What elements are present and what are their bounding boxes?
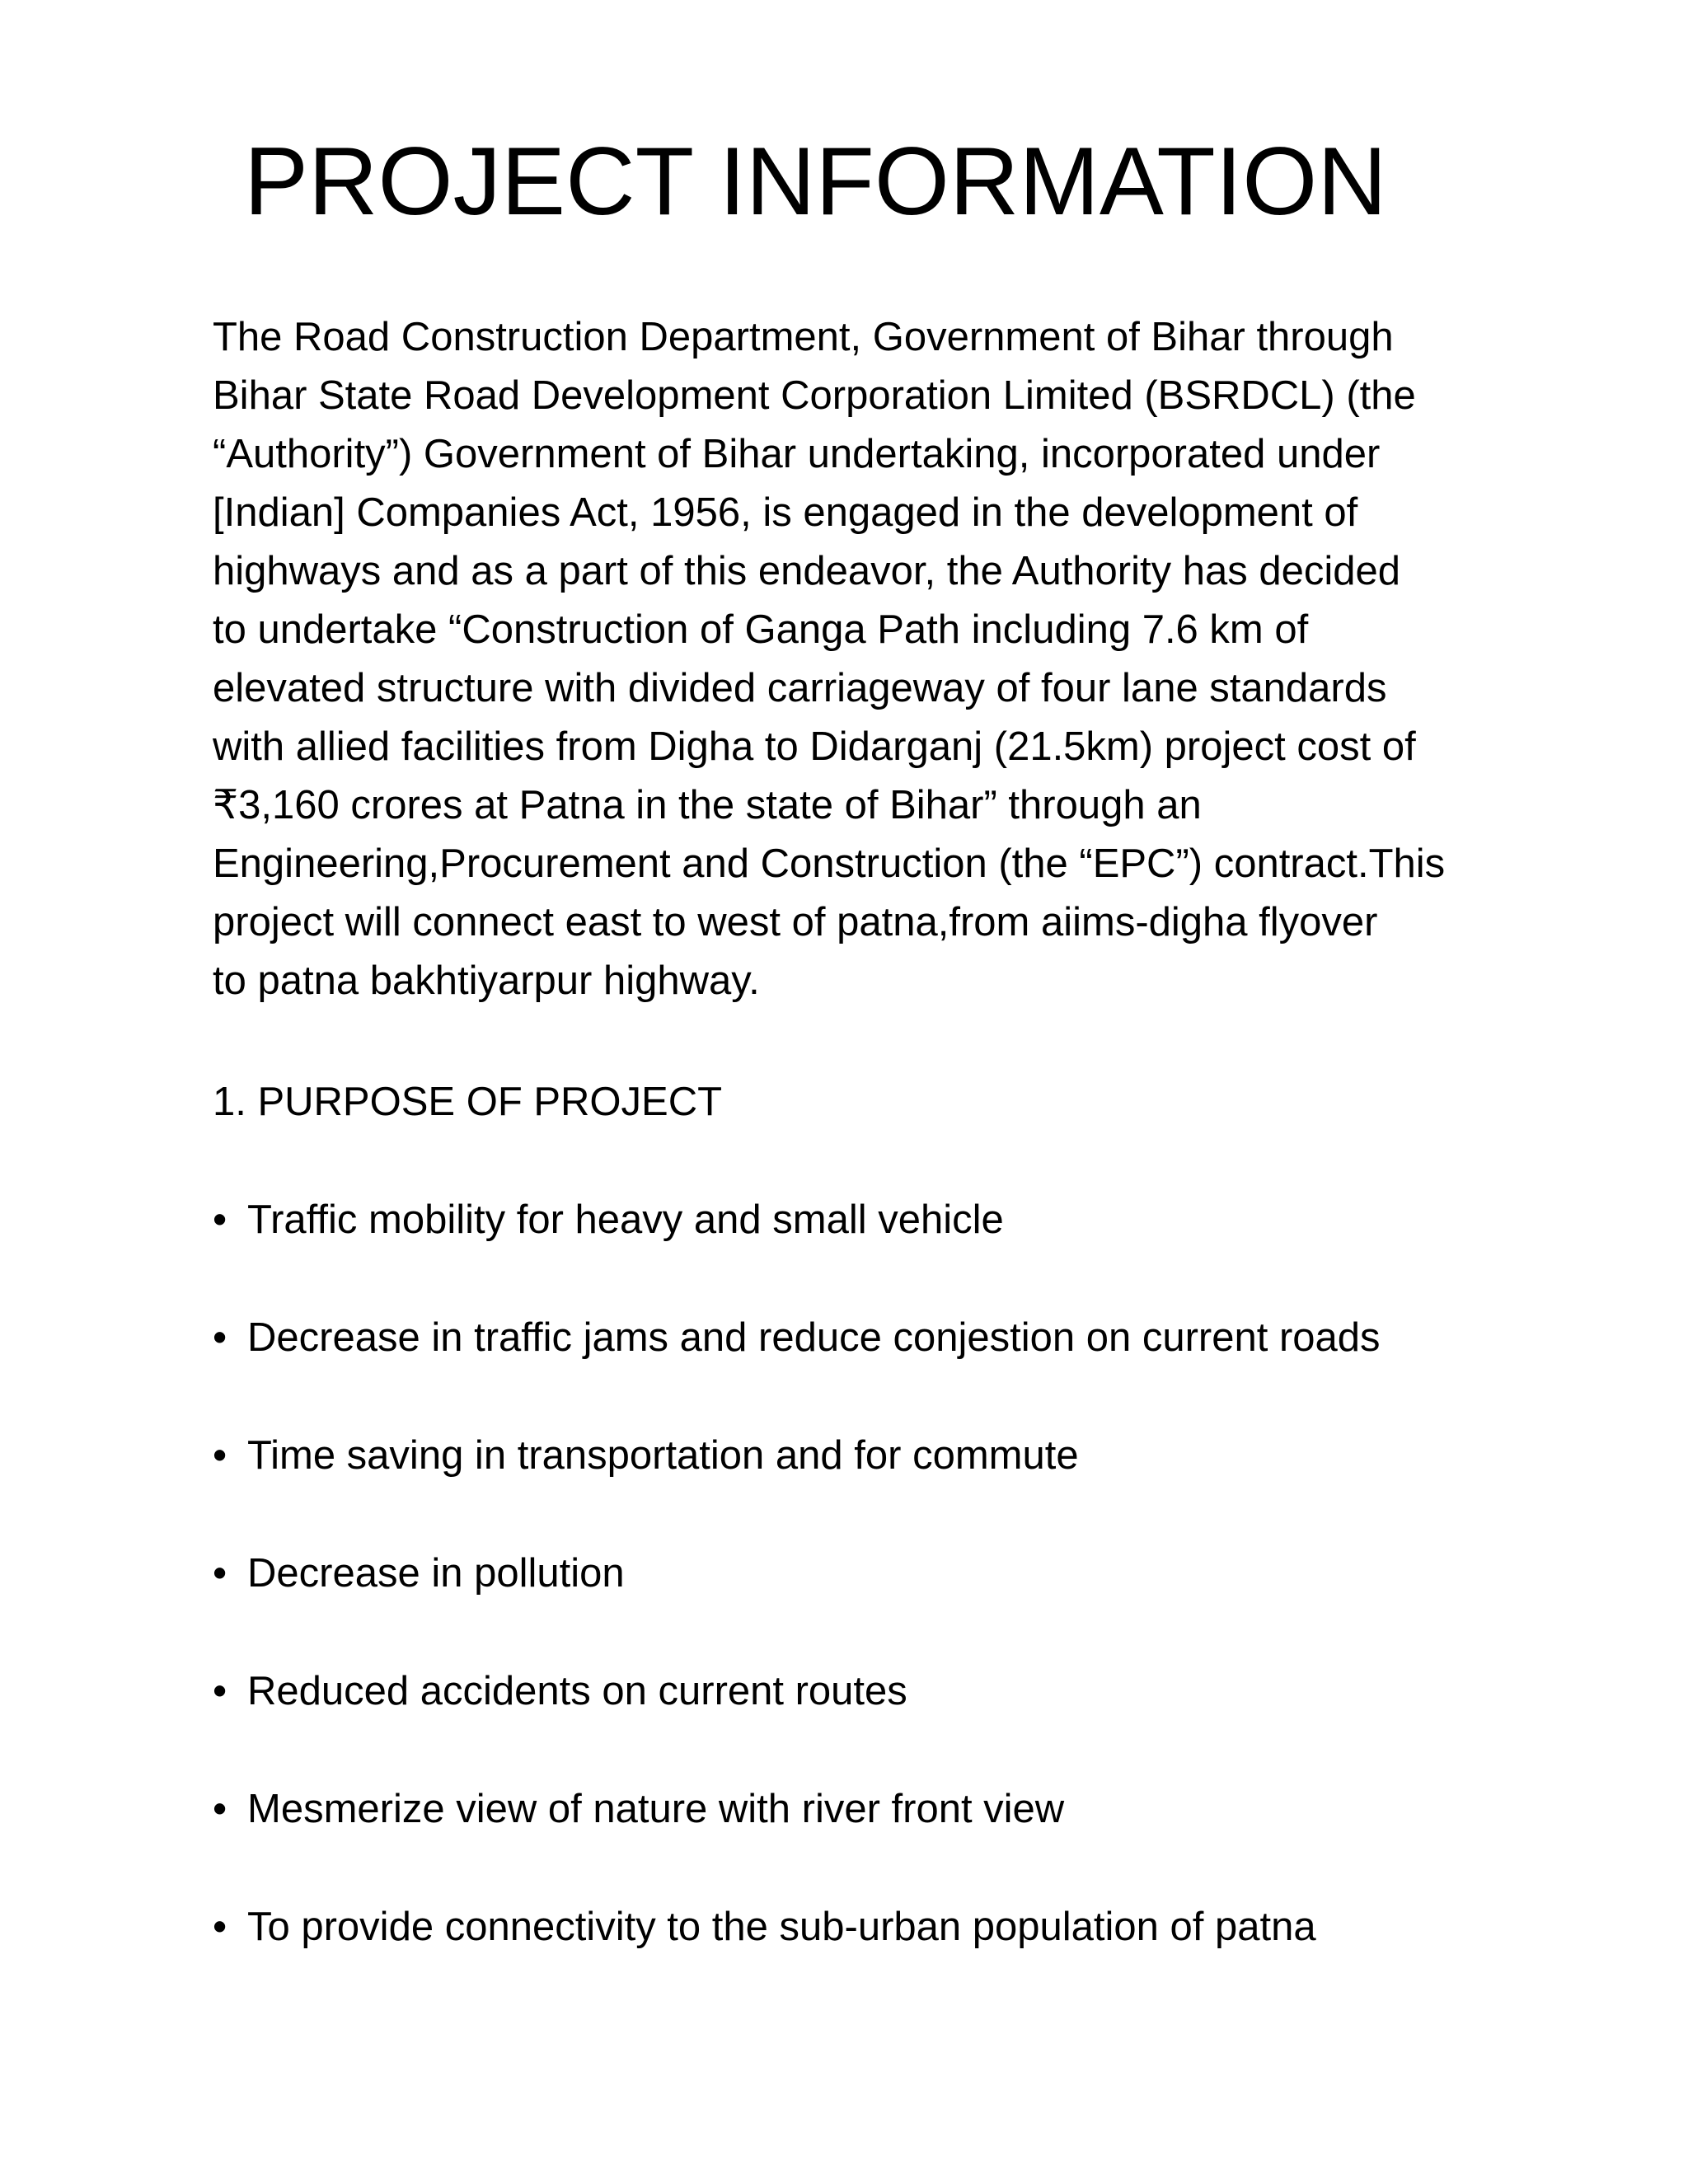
section-heading-purpose: 1. PURPOSE OF PROJECT bbox=[213, 1080, 723, 1124]
intro-line: [Indian] Companies Act, 1956, is engaged in the development of bbox=[213, 490, 1358, 535]
bullet-icon: • bbox=[213, 1433, 227, 1478]
list-item-text: Mesmerize view of nature with river front view bbox=[247, 1787, 1065, 1831]
purpose-list bbox=[213, 1191, 1381, 2016]
list-item-text: Decrease in pollution bbox=[247, 1551, 625, 1596]
bullet-icon: • bbox=[213, 1905, 227, 1949]
list-item bbox=[213, 1309, 1381, 1427]
intro-line: The Road Construction Department, Government of Bihar through bbox=[213, 315, 1394, 359]
intro-line: ₹3,160 crores at Patna in the state of Bihar” through an bbox=[213, 783, 1202, 827]
list-item-text: Traffic mobility for heavy and small vehicle bbox=[247, 1197, 1004, 1242]
list-item bbox=[213, 1544, 1381, 1662]
list-item-text: Decrease in traffic jams and reduce conjestion on current roads bbox=[247, 1315, 1381, 1360]
intro-line: Bihar State Road Development Corporation Limited (BSRDCL) (the bbox=[213, 373, 1416, 418]
list-item-text: To provide connectivity to the sub-urban population of patna bbox=[247, 1905, 1316, 1949]
intro-line: “Authority”) Government of Bihar undertaking, incorporated under bbox=[213, 432, 1381, 476]
intro-line: highways and as a part of this endeavor, the Authority has decided bbox=[213, 549, 1401, 593]
list-item-text: Reduced accidents on current routes bbox=[247, 1669, 907, 1713]
list-item bbox=[213, 1191, 1381, 1309]
intro-line: to undertake “Construction of Ganga Path including 7.6 km of bbox=[213, 607, 1309, 652]
bullet-icon: • bbox=[213, 1197, 227, 1242]
list-item-text: Time saving in transportation and for commute bbox=[247, 1433, 1079, 1478]
intro-line: to patna bakhtiyarpur highway. bbox=[213, 958, 760, 1003]
list-item bbox=[213, 1662, 1381, 1780]
bullet-icon: • bbox=[213, 1315, 227, 1360]
intro-line: project will connect east to west of patna,from aiims-digha flyover bbox=[213, 900, 1378, 944]
list-item bbox=[213, 1898, 1381, 2016]
intro-line: with allied facilities from Digha to Didarganj (21.5km) project cost of bbox=[213, 724, 1416, 769]
list-item bbox=[213, 1427, 1381, 1544]
list-item bbox=[213, 1780, 1381, 1898]
page-title: PROJECT INFORMATION bbox=[244, 127, 1387, 235]
bullet-icon: • bbox=[213, 1551, 227, 1596]
intro-paragraph bbox=[213, 308, 1614, 1010]
bullet-icon: • bbox=[213, 1669, 227, 1713]
bullet-icon: • bbox=[213, 1787, 227, 1831]
intro-line: Engineering,Procurement and Construction (the “EPC”) contract.This bbox=[213, 841, 1446, 886]
intro-line: elevated structure with divided carriageway of four lane standards bbox=[213, 666, 1387, 710]
